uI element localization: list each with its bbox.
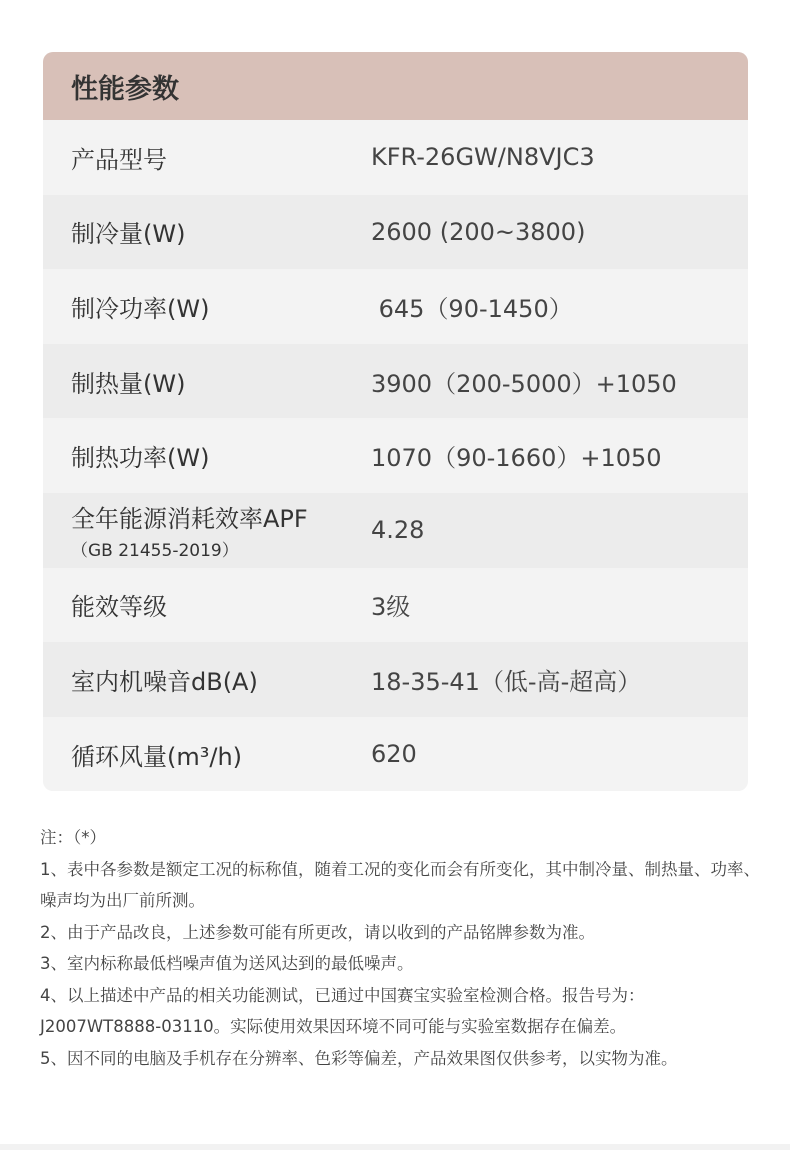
notes-title: 注：（*） <box>40 828 106 847</box>
spec-value: 4.28 <box>371 516 425 545</box>
spec-row-cooling-capacity <box>43 195 748 270</box>
spec-value: 2600 (200~3800) <box>371 217 586 246</box>
spec-label <box>43 499 371 561</box>
spec-value: 3900（200-5000）+1050 <box>371 369 677 398</box>
spec-value: 620 <box>371 740 417 769</box>
spec-label: 循环风量(m³/h) <box>71 742 243 771</box>
spec-label: 能效等级 <box>71 593 167 622</box>
spec-label: 制热功率(W) <box>71 444 210 473</box>
spec-row-heating-power <box>43 418 748 493</box>
bottom-divider <box>0 1144 790 1150</box>
spec-row-airflow <box>43 717 748 792</box>
spec-label: 制冷功率(W) <box>71 294 210 323</box>
spec-label: 制冷量(W) <box>71 220 186 249</box>
spec-label: 制热量(W) <box>71 369 186 398</box>
spec-row-heating-capacity <box>43 344 748 419</box>
notes-section <box>40 822 760 1074</box>
spec-label-main: 全年能源消耗效率APF <box>71 505 308 534</box>
note-item: 5、因不同的电脑及手机存在分辨率、色彩等偏差，产品效果图仅供参考，以实物为准。 <box>40 1048 678 1068</box>
spec-label-standard: （GB 21455-2019） <box>71 541 239 562</box>
spec-table-title: 性能参数 <box>43 52 748 120</box>
spec-value: 1070（90-1660）+1050 <box>371 444 662 473</box>
spec-label: 室内机噪音dB(A) <box>71 667 258 696</box>
note-item: 2、由于产品改良，上述参数可能有所更改，请以收到的产品铭牌参数为准。 <box>40 922 595 942</box>
spec-label: 产品型号 <box>71 145 167 174</box>
spec-value: KFR-26GW/N8VJC3 <box>371 143 595 172</box>
note-item: 4、以上描述中产品的相关功能测试，已通过中国赛宝实验室检测合格。报告号为：J2007WT8888-03110。实际使用效果因环境不同可能与实验室数据存在偏差。 <box>40 985 645 1036</box>
spec-value: 18-35-41（低-高-超高） <box>371 667 642 696</box>
spec-row-model <box>43 120 748 195</box>
spec-value: 3级 <box>371 593 411 622</box>
note-item: 1、表中各参数是额定工况的标称值，随着工况的变化而会有所变化，其中制冷量、制热量、功率、噪声均为出厂前所测。 <box>40 859 760 910</box>
spec-table <box>43 52 748 791</box>
note-item: 3、室内标称最低档噪声值为送风达到的最低噪声。 <box>40 954 414 973</box>
spec-row-cooling-power <box>43 269 748 344</box>
spec-row-apf <box>43 493 748 568</box>
spec-row-efficiency-grade <box>43 568 748 643</box>
spec-row-noise <box>43 642 748 717</box>
spec-value: 645（90-1450） <box>371 294 573 323</box>
